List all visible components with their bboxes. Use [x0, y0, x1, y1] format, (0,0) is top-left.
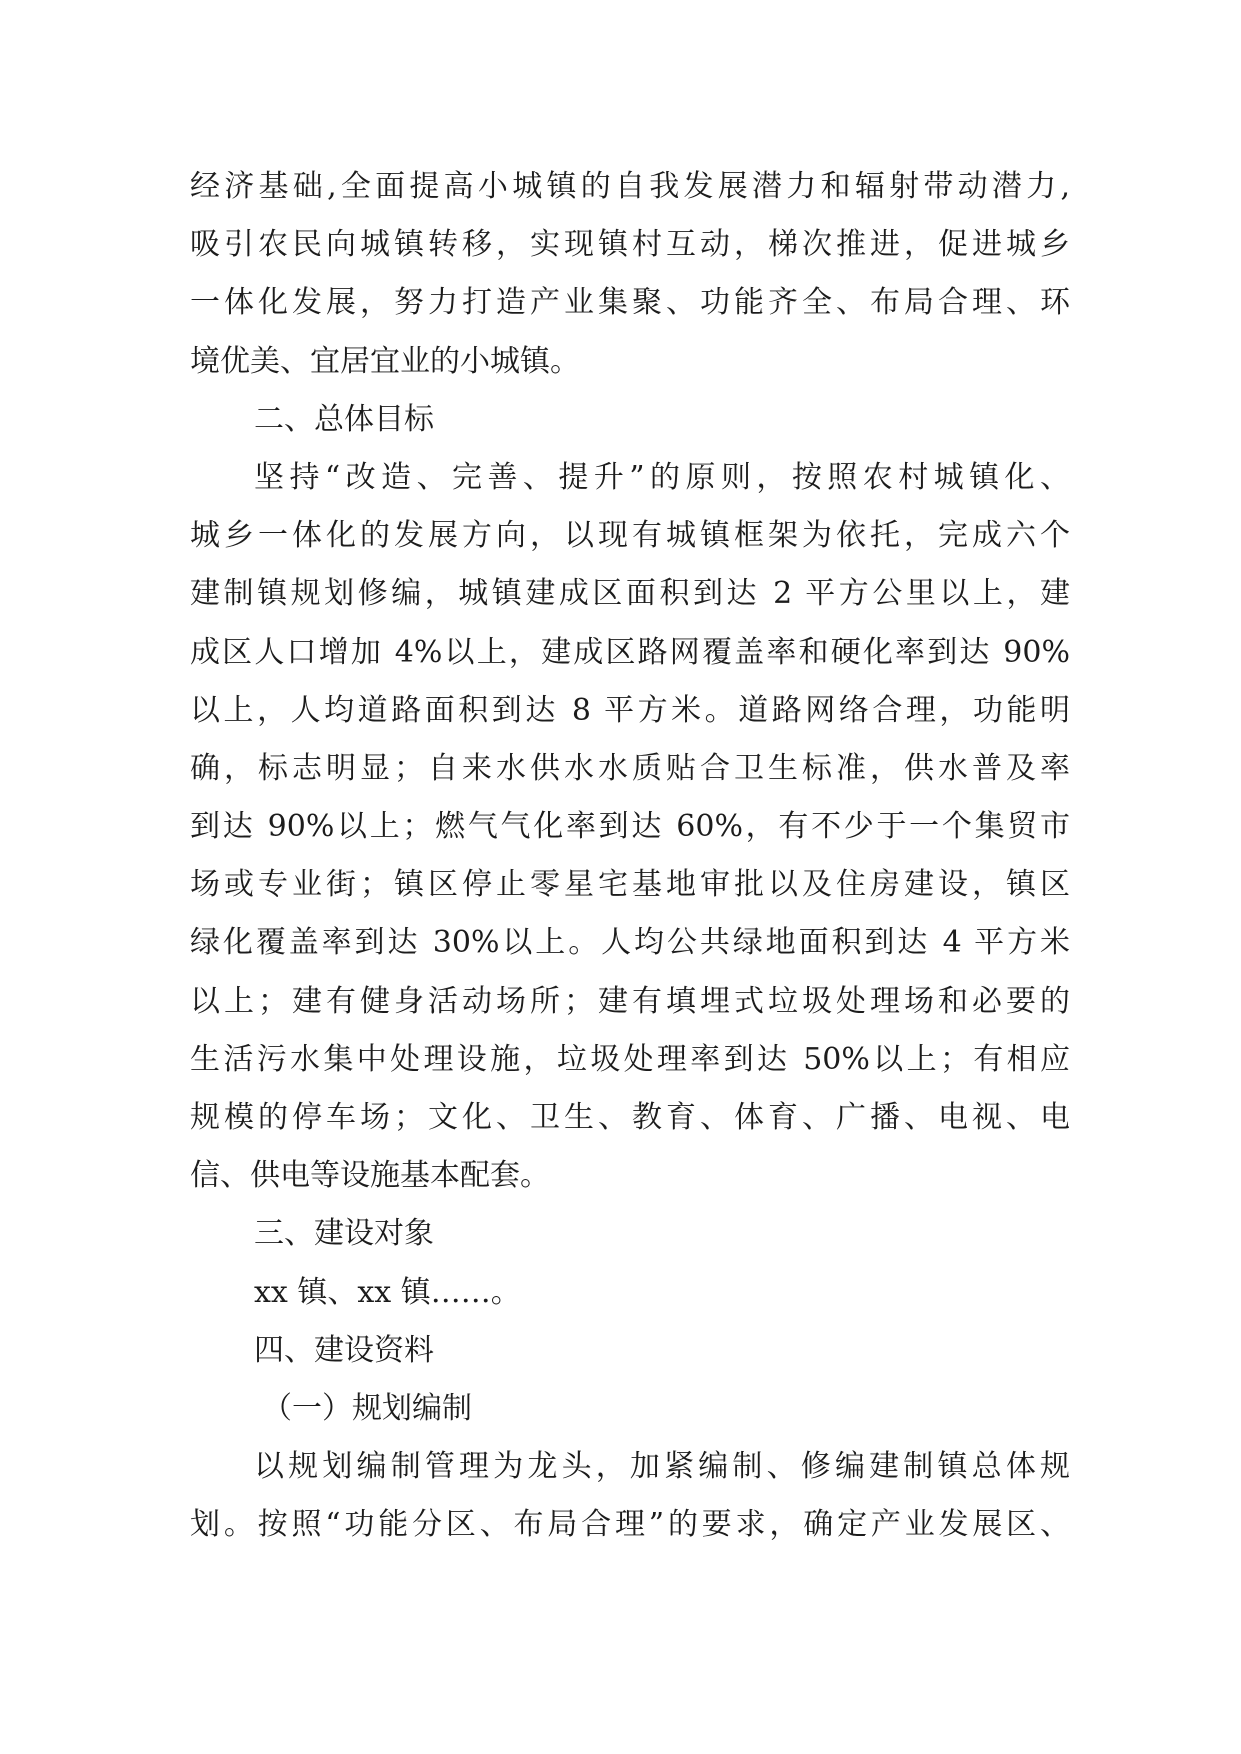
- paragraph-line: 绿化覆盖率到达 30%以上。人均公共绿地面积到达 4 平方米: [190, 925, 1070, 961]
- paragraph-line: 以上；建有健身活动场所；建有填埋式垃圾处理场和必要的: [190, 983, 1070, 1019]
- paragraph-line: 以规划编制管理为龙头，加紧编制、修编建制镇总体规: [254, 1449, 1070, 1485]
- paragraph-line: 划。按照“功能分区、布局合理”的要求，确定产业发展区、: [190, 1507, 1070, 1543]
- subsection-heading: （一）规划编制: [262, 1390, 472, 1426]
- paragraph-line: xx 镇、xx 镇……。: [254, 1274, 521, 1310]
- paragraph-line: 境优美、宜居宜业的小城镇。: [190, 343, 580, 379]
- paragraph-line: 建制镇规划修编，城镇建成区面积到达 2 平方公里以上，建: [190, 576, 1070, 612]
- paragraph-line: 成区人口增加 4%以上，建成区路网覆盖率和硬化率到达 90%: [190, 634, 1070, 670]
- paragraph-line: 到达 90%以上；燃气气化率到达 60%，有不少于一个集贸市: [190, 809, 1070, 845]
- section-heading: 三、建设对象: [254, 1216, 434, 1252]
- section-heading: 四、建设资料: [254, 1332, 434, 1368]
- paragraph-line: 坚持“改造、完善、提升”的原则，按照农村城镇化、: [254, 459, 1070, 495]
- document-body: [190, 158, 1070, 1555]
- paragraph-line: 确，标志明显；自来水供水水质贴合卫生标准，供水普及率: [190, 750, 1070, 786]
- paragraph-line: 吸引农民向城镇转移，实现镇村互动，梯次推进，促进城乡: [190, 227, 1070, 263]
- paragraph-line: 经济基础,全面提高小城镇的自我发展潜力和辐射带动潜力,: [190, 169, 1070, 204]
- paragraph-line: 以上，人均道路面积到达 8 平方米。道路网络合理，功能明: [190, 692, 1070, 728]
- paragraph-line: 信、供电等设施基本配套。: [190, 1158, 550, 1194]
- paragraph-line: 场或专业街；镇区停止零星宅基地审批以及住房建设，镇区: [190, 867, 1070, 903]
- paragraph-line: 生活污水集中处理设施，垃圾处理率到达 50%以上；有相应: [190, 1041, 1070, 1077]
- paragraph-line: 一体化发展，努力打造产业集聚、功能齐全、布局合理、环: [190, 285, 1070, 321]
- section-heading: 二、总体目标: [254, 401, 434, 437]
- paragraph-line: 城乡一体化的发展方向，以现有城镇框架为依托，完成六个: [190, 518, 1070, 554]
- paragraph-line: 规模的停车场；文化、卫生、教育、体育、广播、电视、电: [190, 1100, 1070, 1135]
